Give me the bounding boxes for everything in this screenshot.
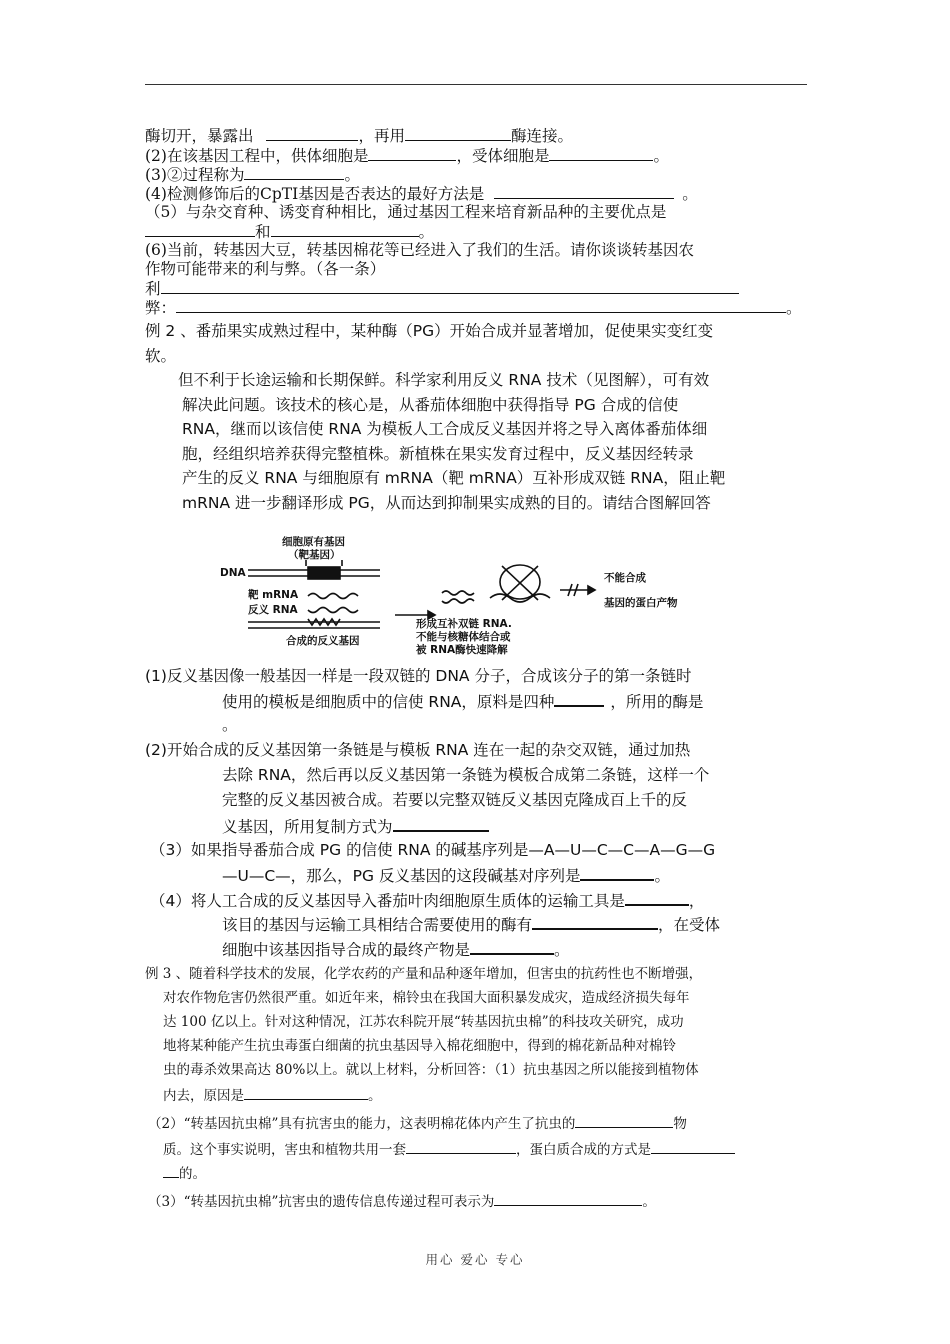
ex2-q4-line-1 xyxy=(150,889,704,911)
text: 。 xyxy=(554,941,570,959)
ex3-line-1: 例 3 、随着科学技术的发展，化学农药的产量和品种逐年增加，但害虫的抗药性也不断增强， xyxy=(145,966,703,982)
answer-blank[interactable] xyxy=(580,864,654,881)
answer-blank[interactable] xyxy=(163,1162,179,1178)
ex3-line-5: 虫的毒杀效果高达 80%以上。就以上材料，分析回答：（1）抗虫基因之所以能接到植物体 xyxy=(163,1062,699,1078)
answer-blank[interactable] xyxy=(271,221,419,237)
answer-blank[interactable] xyxy=(554,690,604,707)
text: (4)检测修饰后的CpTI基因是否表达的最好方法是 xyxy=(145,185,485,203)
ex1-line-3 xyxy=(145,164,360,185)
ex2-line-1: 例 2 、番茄果实成熟过程中，某种酶（PG）开始合成并显著增加，促使果实变红变 xyxy=(145,322,714,340)
ex3-q2-line-3 xyxy=(163,1162,206,1184)
ex1-line-6b xyxy=(145,259,385,279)
text: 。 xyxy=(368,1088,382,1104)
ex3-line-2: 对农作物危害仍然很严重。如近年来，棉铃虫在我国大面积暴发成灾，造成经济损失每年 xyxy=(163,990,690,1006)
ex1-line-1 xyxy=(145,125,573,146)
answer-blank[interactable] xyxy=(244,1084,368,1100)
antisense-rna-label: 反义 RNA xyxy=(248,604,298,616)
answer-blank[interactable] xyxy=(368,145,456,161)
text: 该目的基因与运输工具相结合需要使用的酶有 xyxy=(222,916,533,934)
mrna-wave xyxy=(490,594,550,602)
ex3-line-3: 达 100 亿以上。针对这种情况，江苏农科院开展“转基因抗虫棉”的科技攻关研究，成功 xyxy=(163,1014,684,1030)
target-mrna-wave xyxy=(308,594,358,599)
page-footer: 用心 爱心 专心 xyxy=(425,1252,525,1267)
text: (2)在该基因工程中，供体细胞是 xyxy=(145,147,369,165)
header-rule xyxy=(145,84,807,85)
answer-blank[interactable] xyxy=(494,1190,642,1206)
ex2-q2-line-1: (2)开始合成的反义基因第一条链是与模板 RNA 连在一起的杂交双链，通过加热 xyxy=(145,741,691,759)
answer-blank[interactable] xyxy=(161,278,739,294)
answer-blank[interactable] xyxy=(625,889,689,906)
text: ， xyxy=(688,892,705,910)
text: 义基因，所用复制方式为 xyxy=(222,818,393,836)
duplex-wave xyxy=(442,591,474,595)
text: （2）“转基因抗虫棉”具有抗害虫的能力，这表明棉花体内产生了抗虫的 xyxy=(148,1116,576,1132)
ex2-line-7: 产生的反义 RNA 与细胞原有 mRNA（靶 mRNA）互补形成双链 RNA，阻止靶 xyxy=(182,469,726,487)
gene-label-1: 细胞原有基因 xyxy=(282,536,345,548)
arrow-head-icon xyxy=(588,586,595,594)
answer-blank[interactable] xyxy=(266,125,358,141)
text: 利 xyxy=(145,280,161,298)
no-synth-label-2: 基因的蛋白产物 xyxy=(604,597,678,609)
text: (6)当前，转基因大豆，转基因棉花等已经进入了我们的生活。请你谈谈转基因农 xyxy=(145,241,694,259)
ex2-q4-line-3 xyxy=(222,938,570,960)
text: 物 xyxy=(673,1116,687,1132)
text: 酶切开，暴露出 xyxy=(145,127,254,145)
ex3-q2-line-1 xyxy=(148,1112,687,1134)
text: (3)②过程称为 xyxy=(145,166,245,184)
text: 细胞中该基因指导合成的最终产物是 xyxy=(222,941,471,959)
ex1-line-2 xyxy=(145,145,669,166)
ex1-line-6 xyxy=(145,240,694,260)
ex2-q4-line-2 xyxy=(222,913,720,935)
text: 。 xyxy=(653,147,669,165)
ex2-q2-line-2: 去除 RNA，然后再以反义基因第一条链为模板合成第二条链，这样一个 xyxy=(222,766,710,784)
ex1-benefit xyxy=(145,278,739,299)
answer-blank[interactable] xyxy=(393,815,489,832)
ex2-line-8: mRNA 进一步翻译形成 PG，从而达到抑制果实成熟的目的。请结合图解回答 xyxy=(182,494,711,512)
text: （5）与杂交育种、诱变育种相比，通过基因工程来培育新品种的主要优点是 xyxy=(145,203,667,221)
answer-blank[interactable] xyxy=(470,938,554,955)
text: （4）将人工合成的反义基因导入番茄叶肉细胞原生质体的运输工具是 xyxy=(150,892,625,910)
gene-label-2: （靶基因） xyxy=(288,549,341,561)
text: 使用的模板是细胞质中的信使 RNA，原料是四种 xyxy=(222,693,555,711)
text: 作物可能带来的利与弊。（各一条） xyxy=(145,260,386,278)
text: 。 xyxy=(682,185,698,203)
ex2-line-5: RNA，继而以该信使 RNA 为模板人工合成反义基因并将之导入离体番茄体细 xyxy=(182,420,708,438)
text: ，再用 xyxy=(358,127,405,145)
text: ，所用的酶是 xyxy=(610,693,704,711)
ex2-line-2: 软。 xyxy=(145,347,177,365)
text: 酶连接。 xyxy=(510,127,573,145)
text: 质。这个事实说明，害虫和植物共用一套 xyxy=(163,1142,406,1158)
answer-blank[interactable] xyxy=(176,297,786,313)
answer-blank[interactable] xyxy=(406,1138,516,1154)
duplex-label-1: 形成互补双链 RNA. xyxy=(416,618,512,630)
dna-label: DNA xyxy=(220,567,246,579)
ex1-line-5 xyxy=(145,202,666,222)
duplex-label-2: 不能与核糖体结合或 xyxy=(416,631,511,643)
text: （3）“转基因抗虫棉”抗害虫的遗传信息传递过程可表示为 xyxy=(148,1194,495,1210)
answer-blank[interactable] xyxy=(494,183,674,199)
ex2-q1-line-1: (1)反义基因像一般基因一样是一段双链的 DNA 分子，合成该分子的第一条链时 xyxy=(145,667,692,685)
ex1-line-4 xyxy=(145,183,698,204)
ex2-q3-line-2 xyxy=(222,864,670,886)
text: 。 xyxy=(642,1194,656,1210)
ex2-q1-line-3: 。 xyxy=(222,716,238,734)
ex3-line-6 xyxy=(163,1084,382,1106)
ex2-line-4: 解决此问题。该技术的核心是，从番茄体细胞中获得指导 PG 合成的信使 xyxy=(182,396,679,414)
target-mrna-label: 靶 mRNA xyxy=(248,589,299,601)
text: 弊： xyxy=(145,299,177,317)
ex3-line-4: 地将某种能产生抗虫毒蛋白细菌的抗虫基因导入棉花细胞中，得到的棉花新品种对棉铃 xyxy=(163,1038,676,1054)
ex2-q3-line-1: （3）如果指导番茄合成 PG 的信使 RNA 的碱基序列是—A—U—C—C—A—G—G xyxy=(150,841,716,859)
answer-blank[interactable] xyxy=(549,145,653,161)
text: ，在受体 xyxy=(658,916,721,934)
answer-blank[interactable] xyxy=(145,221,255,237)
ex3-q2-line-2 xyxy=(163,1138,735,1160)
text: 。 xyxy=(418,223,435,241)
ex2-line-6: 胞，经组织培养获得完整植株。新植株在果实发育过程中，反义基因经转录 xyxy=(182,445,694,463)
target-gene-block xyxy=(308,567,340,579)
no-synth-label-1: 不能合成 xyxy=(604,572,646,584)
ex2-q1-line-2 xyxy=(222,690,703,712)
duplex-wave xyxy=(442,599,474,603)
text: 。 xyxy=(654,867,670,885)
ex1-line-5b xyxy=(145,221,434,242)
text: 。 xyxy=(344,166,360,184)
text: 内去，原因是 xyxy=(163,1088,244,1104)
antisense-rna-diagram xyxy=(220,530,690,660)
answer-blank[interactable] xyxy=(405,125,511,141)
ex2-line-3: 但不利于长途运输和长期保鲜。科学家利用反义 RNA 技术（见图解），可有效 xyxy=(178,371,710,389)
ex1-drawback xyxy=(145,297,802,318)
text: 的。 xyxy=(179,1166,206,1182)
duplex-label-3: 被 RNA酶快速降解 xyxy=(416,644,508,656)
synth-gene-label: 合成的反义基因 xyxy=(286,635,360,647)
text: —U—C—，那么，PG 反义基因的这段碱基对序列是 xyxy=(222,867,581,885)
antisense-rna-wave xyxy=(308,608,358,613)
answer-blank[interactable] xyxy=(244,164,344,180)
answer-blank[interactable] xyxy=(575,1112,673,1128)
text: 和 xyxy=(255,223,271,241)
ex2-q2-line-3: 完整的反义基因被合成。若要以完整双链反义基因克隆成百上千的反 xyxy=(222,791,688,809)
text: ，蛋白质合成的方式是 xyxy=(516,1142,651,1158)
ex2-q2-line-4 xyxy=(222,815,489,837)
text: 。 xyxy=(786,299,802,317)
ex3-q3 xyxy=(148,1190,656,1212)
answer-blank[interactable] xyxy=(651,1138,735,1154)
text: ，受体细胞是 xyxy=(456,147,550,165)
answer-blank[interactable] xyxy=(532,913,658,930)
